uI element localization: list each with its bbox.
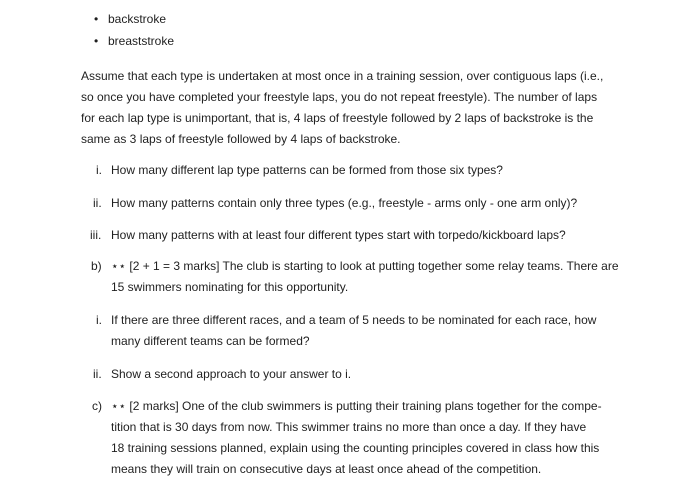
question-text: How many patterns contain only three types (e.g., freestyle - arms only - one arm only)? bbox=[111, 196, 578, 210]
assumption-paragraph bbox=[81, 66, 641, 150]
bullet-dot: • bbox=[94, 12, 99, 26]
question-text: means they will train on consecutive days at least once ahead of the competition. bbox=[111, 462, 542, 476]
question-text: ⋆⋆ [2 + 1 = 3 marks] The club is starting to look at putting together some relay teams. There are bbox=[111, 259, 619, 273]
paragraph-line: Assume that each type is undertaken at most once in a training session, over contiguous laps (i.e., bbox=[81, 69, 604, 83]
paragraph-line: same as 3 laps of freestyle followed by 4 laps of backstroke. bbox=[81, 132, 401, 146]
question-text: Show a second approach to your answer to i. bbox=[111, 367, 352, 381]
paragraph-line: so once you have completed your freestyle laps, you do not repeat freestyle). The number of laps bbox=[81, 90, 598, 104]
bullet-text: breaststroke bbox=[108, 34, 175, 48]
question-marker: ii. bbox=[93, 367, 102, 381]
question-marker: b) bbox=[91, 259, 102, 273]
question-text: How many different lap type patterns can be formed from those six types? bbox=[111, 163, 503, 177]
paragraph-line: for each lap type is unimportant, that is, 4 laps of freestyle followed by 2 laps of backstroke is the bbox=[81, 111, 594, 125]
question-text: 15 swimmers nominating for this opportunity. bbox=[111, 280, 349, 294]
bullet-text: backstroke bbox=[108, 12, 167, 26]
question-marker: c) bbox=[92, 399, 102, 413]
question-text: How many patterns with at least four different types start with torpedo/kickboard laps? bbox=[111, 228, 566, 242]
question-text: ⋆⋆ [2 marks] One of the club swimmers is putting their training plans together for the compe- bbox=[111, 399, 602, 413]
question-text: tition that is 30 days from now. This swimmer trains no more than once a day. If they have bbox=[111, 420, 587, 434]
question-marker: i. bbox=[96, 163, 102, 177]
question-marker: ii. bbox=[93, 196, 102, 210]
question-text: many different teams can be formed? bbox=[111, 334, 310, 348]
question-text: 18 training sessions planned, explain using the counting principles covered in class how this bbox=[111, 441, 600, 455]
question-text: If there are three different races, and a team of 5 needs to be nominated for each race, how bbox=[111, 313, 597, 327]
question-marker: iii. bbox=[90, 228, 102, 242]
question-marker: i. bbox=[96, 313, 102, 327]
bullet-dot: • bbox=[94, 34, 99, 48]
